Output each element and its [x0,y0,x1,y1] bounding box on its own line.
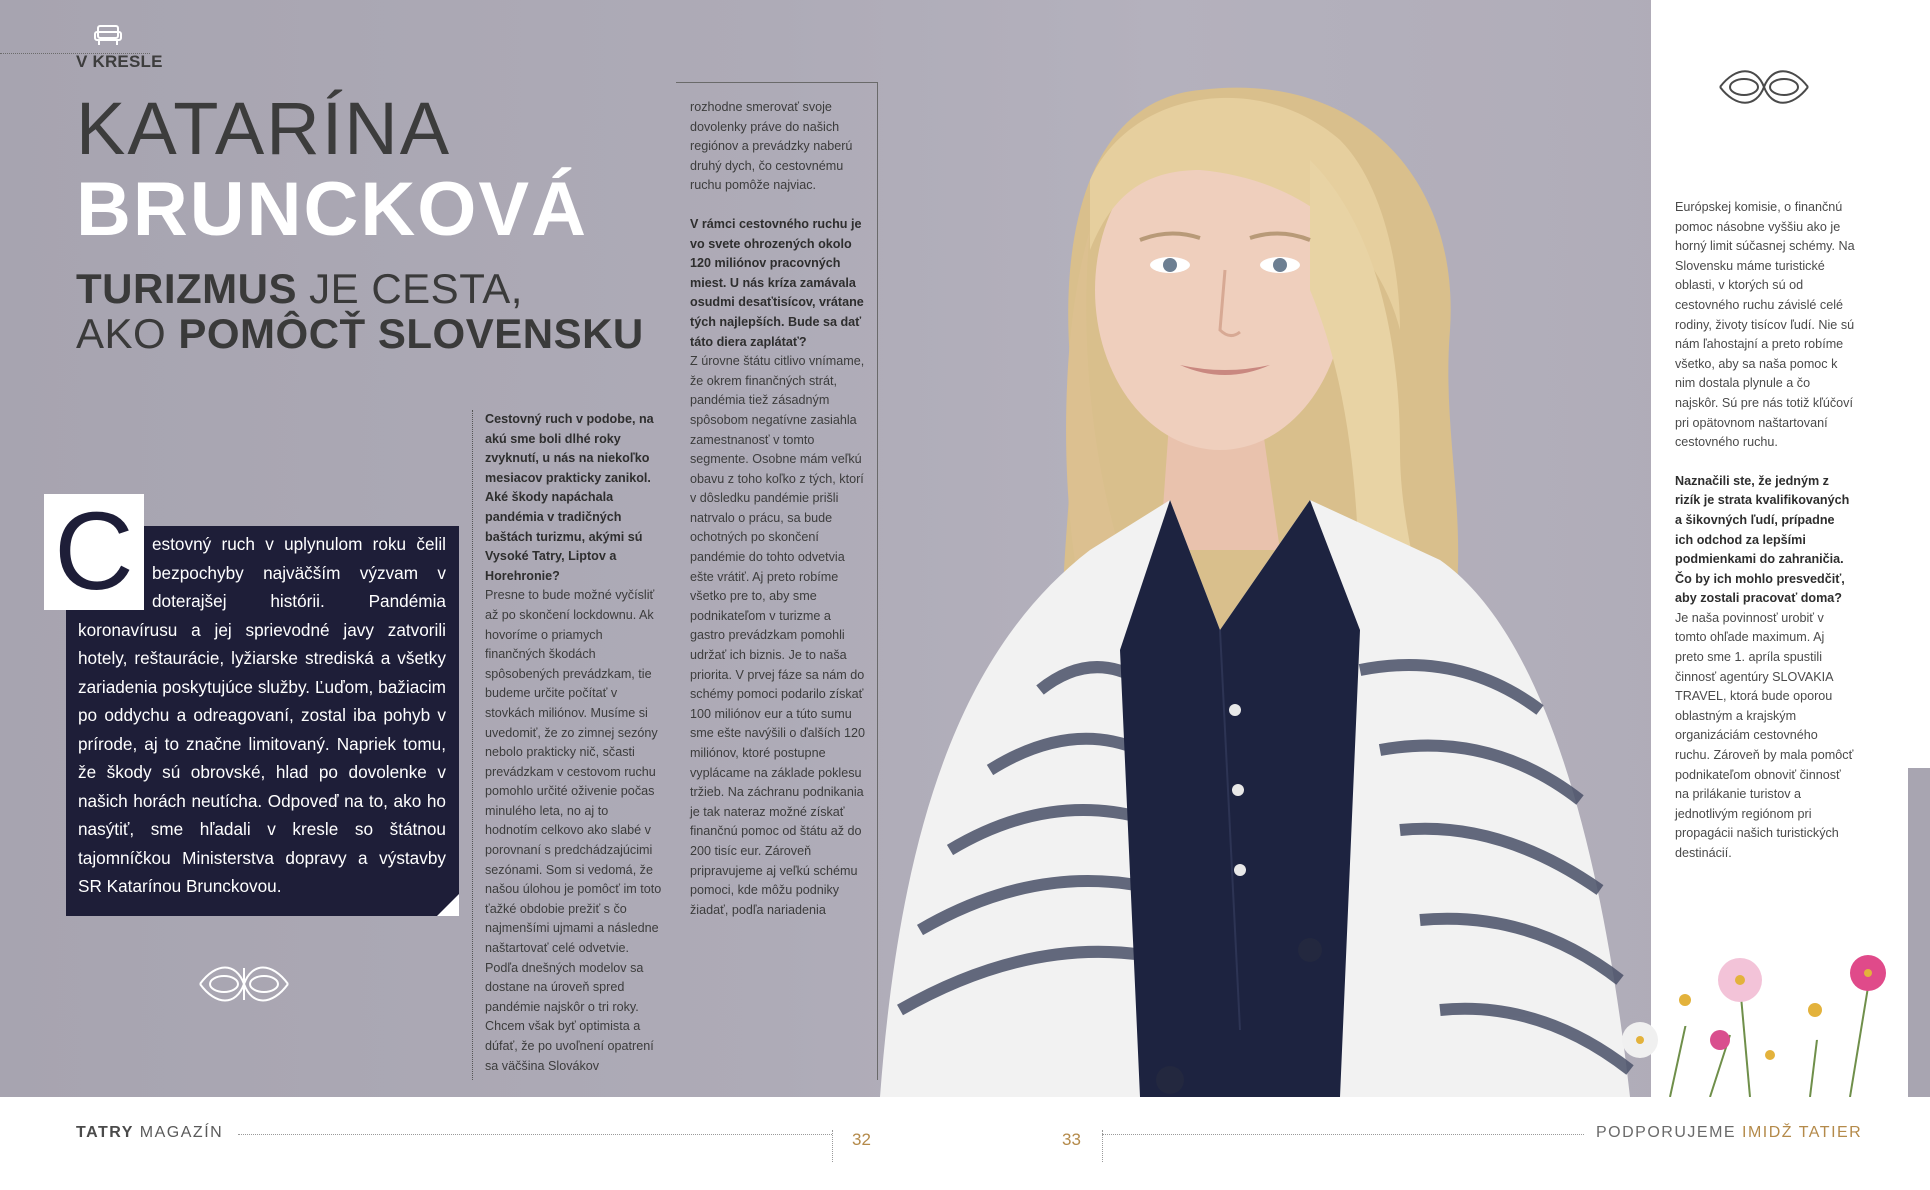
column-frame-right [877,82,878,1080]
headline-pre-2: AKO [76,310,179,357]
name-last: BRUNCKOVÁ [76,167,588,252]
lead-paragraph: estovný ruch v uplynulom roku čelil bezpochyby najväčším výzvam v doterajšej histórii. Pandémia koronavírusu a jej sprievodné javy zatvorili hotely, reštaurácie, lyžiarske strediská a všetky zariadenia poskytujúce služby. Ľuďom, bažiacim po oddychu a odreagovaní, zostal iba pohyb v prírode, aj to značne limitovaný. Napriek tomu, že škody sú obrovské, hlad po dovolenke v našich horách neutícha. Odpoveď na to, ako ho nasýtiť, sme hľadali v kresle so štátnou tajomníčkou Ministerstva dopravy a výstavby SR Katarínou Brunckovou. [78,534,446,896]
footer-dotted-rule-right [1102,1134,1584,1135]
answer-3: Je naša povinnosť urobiť v tomto ohľade maximum. Aj preto sme 1. apríla spustili činnosť agentúry SLOVAKIA TRAVEL, ktorá bude oporou oblastným a krajským organizáciám cestovného ruchu. Zároveň by mala pomôcť podnikateľom obnoviť činnosť na prilákanie turistov a jednotlivým regiónom pri propagácii našich turistických destinácií. [1675,610,1854,860]
page-edge-tab [1908,768,1930,1097]
flourish-ornament-icon [1716,62,1812,112]
headline-rest-1: JE CESTA, [296,265,523,312]
footer-mag-rest: MAGAZÍN [133,1124,224,1141]
article-column-2 [690,98,868,920]
page-number-left: 32 [852,1130,871,1149]
article-headline [76,266,644,356]
portrait-photo [840,30,1651,1097]
section-rubric: V KRESLE [76,52,163,71]
footer-slogan-pre: PODPORUJEME [1596,1124,1743,1141]
headline-bold-2: POMÔCŤ SLOVENSKU [178,310,644,357]
flowers-decoration [1610,945,1900,1097]
question-2: V rámci cestovného ruchu je vo svete ohrozených okolo 120 miliónov pracovných miest. U nás kríza zamávala osudmi desaťtisícov, vrátane tých najlepších. Bude sa dať táto diera zaplátať? [690,216,864,349]
footer-dotted-divider-left [832,1130,833,1162]
answer-1: Presne to bude možné vyčísliť až po skončení lockdownu. Ak hovoríme o priamych finančných škodách spôsobených prevádzkam, tie budeme určite počítať v stovkách miliónov. Musíme si uvedomiť, že zo zimnej sezóny nebolo prakticky nič, sčasti prevádzkam v cestovom ruchu pomohlo určité oživenie počas minulého leta, no aj to hodnotím celkovo ako slabé v porovnaní s predchádzajúcimi sezónami. Som si vedomá, že našou úlohou je pomôcť im toto ťažké obdobie prežiť s čo najmenšími ujmami a následne naštartovať celé odvetvie. Podľa dnešných modelov sa dostane na úroveň spred pandémie najskôr o tri roky. Chcem však byť optimista a dúfať, že po uvoľnení opatrení sa väčšina Slovákov [485,588,662,1073]
name-first: KATARÍNA [76,87,452,170]
armchair-icon [94,24,122,46]
question-1: Cestovný ruch v podobe, na akú sme boli dlhé roky zvyknutí, u nás na niekoľko mesiacov prakticky zanikol. Aké škody napáchala pandémia v tradičných baštách turizmu, akými sú Vysoké Tatry, Liptov a Horehronie? [485,412,654,583]
footer-slogan-accent: IMIDŽ TATIER [1742,1124,1863,1141]
answer-2: Z úrovne štátu citlivo vnímame, že okrem finančných strát, pandémia tiež zásadným spôsobom negatívne zasiahla zamestnanosť v tomto segmente. Osobne mám veľkú obavu z toho koľko z tých, ktorí v dôsledku pandémie prišli natrvalo o prácu, sa bude ochotných po skončení pandémie do tohto odvetvia ešte vrátiť. Aj preto robíme všetko pre to, aby sme podnikateľom v turizme a gastro prevádzkam pomohli udržať ich biznis. Je to naša priorita. V prvej fáze sa nám do schémy pomoci podarilo získať 100 miliónov eur a túto sumu sme ešte navýšili o ďalších 120 miliónov, ktoré postupne vyplácame na základe poklesu tržieb. Na záchranu podnikania je tak nateraz možné získať finančnú pomoc od štátu až do 200 tisíc eur. Zároveň pripravujeme aj veľkú schému pomoci, kde môžu podniky žiadať, podľa nariadenia [690,354,866,917]
article-column-1 [485,410,663,1076]
continuation-2: rozhodne smerovať svoje dovolenky práve do našich regiónov a prevádzky naberú druhý dych, čo cestovnému ruchu pomôže najviac. [690,100,853,193]
footer-slogan [1596,1124,1862,1142]
footer-mag-bold: TATRY [76,1124,134,1141]
flourish-ornament-icon [196,958,292,1010]
article-column-3 [1675,198,1855,864]
footer-dotted-rule-left [238,1134,832,1135]
column-rule [472,410,473,1080]
column-frame-top [676,82,878,83]
footer-magazine-title [76,1124,223,1142]
headline-bold-1: TURIZMUS [76,265,297,312]
page-number-right: 33 [1062,1130,1081,1149]
drop-cap: C [44,494,144,610]
question-3: Naznačili ste, že jedným z rizík je strata kvalifikovaných a šikovných ľudí, prípadne ich odchod za lepšími podmienkami do zahraničia. Čo by ich mohlo presvedčiť, aby zostali pracovať doma? [1675,473,1850,606]
continuation-3: Európskej komisie, o finančnú pomoc násobne vyššiu ako je horný limit súčasnej schémy. Na Slovensku máme turistické oblasti, v ktorých sú od cestovného ruchu závislé celé rodiny, životy tisícov ľudí. Nie sú nám ľahostajní a preto robíme všetko, aby sa naša pomoc k nim dostala plynule a čo najskôr. Sú pre nás totiž kľúčoví pri opätovnom naštartovaní cestovného ruchu. [1675,200,1855,450]
